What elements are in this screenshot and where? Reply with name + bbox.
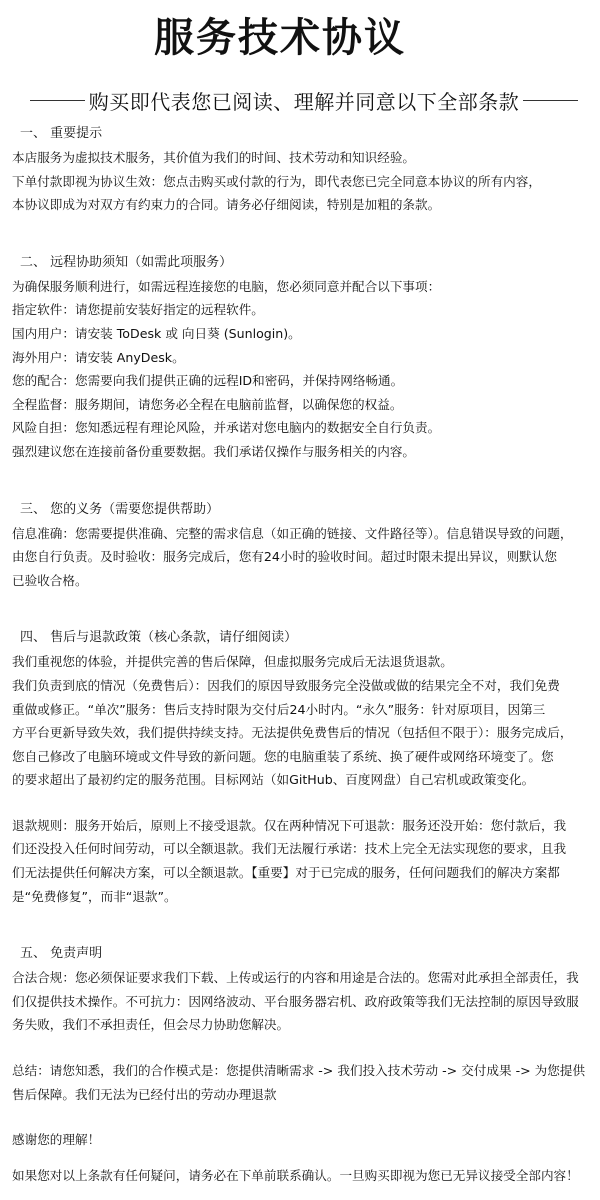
paragraph-line: 售后保障。我们无法为已经付出的劳动办理退款	[12, 1086, 277, 1102]
section-heading: 五、 免责声明	[20, 946, 103, 962]
paragraph-line: 们无法提供任何解决方案，可以全额退款。【重要】对于已完成的服务，任何问题我们的解决方案都	[12, 865, 560, 881]
left-rule	[30, 100, 85, 101]
paragraph-line: 信息准确：您需要提供准确、完整的需求信息（如正确的链接、文件路径等）。信息错误导致的问题，	[12, 525, 573, 541]
paragraph-line: 您自己修改了电脑环境或文件导致的新问题。您的电脑重装了系统、换了硬件或网络环境变了。您	[12, 748, 554, 764]
paragraph-line: 们还没投入任何时间劳动，可以全额退款。我们无法履行承诺：技术上完全无法实现您的要求，且我	[12, 841, 567, 857]
section-obligations	[12, 498, 598, 593]
paragraph-line: 我们重视您的体验，并提供完善的售后保障，但虚拟服务完成后无法退货退款。	[12, 654, 453, 670]
paragraph-line: 由您自行负责。及时验收：服务完成后，您有24小时的验收时间。超过时限未提出异议，则默认您	[12, 549, 557, 565]
section-heading: 四、 售后与退款政策（核心条款，请仔细阅读）	[20, 630, 298, 646]
paragraph-line: 们仅提供技术操作。不可抗力：因网络波动、平台服务器宕机、政府政策等我们无法控制的原因导致服	[12, 993, 579, 1009]
paragraph-line: 风险自担：您知悉远程有理论风险，并承诺对您电脑内的数据安全自行负责。	[12, 420, 441, 436]
section-after-sales-refund	[12, 626, 598, 908]
subtitle-row	[30, 86, 578, 114]
paragraph-line: 强烈建议您在连接前备份重要数据。我们承诺仅操作与服务相关的内容。	[12, 443, 415, 459]
paragraph-line: 本协议即成为对双方有约束力的合同。请务必仔细阅读，特别是加粗的条款。	[12, 197, 441, 213]
section-remote-assist	[12, 251, 598, 464]
agreement-body	[12, 122, 598, 1187]
section-disclaimer	[12, 942, 598, 1106]
subtitle: 购买即代表您已阅读、理解并同意以下全部条款	[88, 89, 520, 114]
paragraph-line: 重做或修正。“单次”服务：售后支持时限为交付后24小时内。“永久”服务：针对原项目，因第三	[12, 701, 546, 717]
paragraph-line: 务失败，我们不承担责任，但会尽力协助您解决。	[12, 1017, 290, 1033]
paragraph-line: 方平台更新导致失效，我们提供持续支持。无法提供免费售后的情况（包括但不限于）：服务完成后，	[12, 725, 573, 741]
thanks-text: 感谢您的理解！	[12, 1132, 101, 1148]
paragraph-line: 是“免费修复”，而非“退款”。	[12, 888, 177, 904]
section-important	[12, 122, 598, 217]
paragraph-line: 下单付款即视为协议生效：您点击购买或付款的行为，即代表您已完全同意本协议的所有内容，	[12, 173, 541, 189]
paragraph-line: 国内用户：请安装 ToDesk 或 向日葵 (Sunlogin)。	[12, 325, 301, 341]
section-heading: 三、 您的义务（需要您提供帮助）	[20, 501, 220, 517]
paragraph-line: 全程监督：服务期间，请您务必全程在电脑前监督，以确保您的权益。	[12, 396, 403, 412]
section-heading: 一、 重要提示	[20, 126, 103, 141]
paragraph-line: 您的配合：您需要向我们提供正确的远程ID和密码，并保持网络畅通。	[12, 373, 404, 389]
paragraph-line: 海外用户：请安装 AnyDesk。	[12, 349, 185, 365]
paragraph-line: 的要求超出了最初约定的服务范围。目标网站（如GitHub、百度网盘）自己宕机或政策变化。	[12, 772, 535, 788]
right-rule	[523, 100, 578, 101]
paragraph-line: 退款规则：服务开始后，原则上不接受退款。仅在两种情况下可退款：服务还没开始：您付款后，我	[12, 817, 567, 833]
footer-note: 如果您对以上条款有任何疑问，请务必在下单前联系确认。一旦购买即视为您已无异议接受全部内容！	[12, 1167, 579, 1183]
paragraph-line: 我们负责到底的情况（免费售后）：因我们的原因导致服务完全没做或做的结果完全不对，我们免费	[12, 677, 560, 693]
page-title: 服务技术协议	[154, 15, 406, 61]
paragraph-line: 为确保服务顺利进行，如需远程连接您的电脑，您必须同意并配合以下事项：	[12, 278, 441, 294]
section-heading: 二、 远程协助须知（如需此项服务）	[20, 254, 233, 270]
paragraph-line: 指定软件：请您提前安装好指定的远程软件。	[12, 302, 264, 318]
paragraph-line: 合法合规：您必须保证要求我们下载、上传或运行的内容和用途是合法的。您需对此承担全部责任，我	[12, 970, 579, 986]
paragraph-line: 总结：请您知悉，我们的合作模式是：您提供清晰需求 -> 我们投入技术劳动 -> 交付成果 -> 为您提供	[12, 1063, 586, 1079]
paragraph-line: 已验收合格。	[12, 572, 88, 588]
paragraph-line: 本店服务为虚拟技术服务，其价值为我们的时间、技术劳动和知识经验。	[12, 150, 415, 165]
